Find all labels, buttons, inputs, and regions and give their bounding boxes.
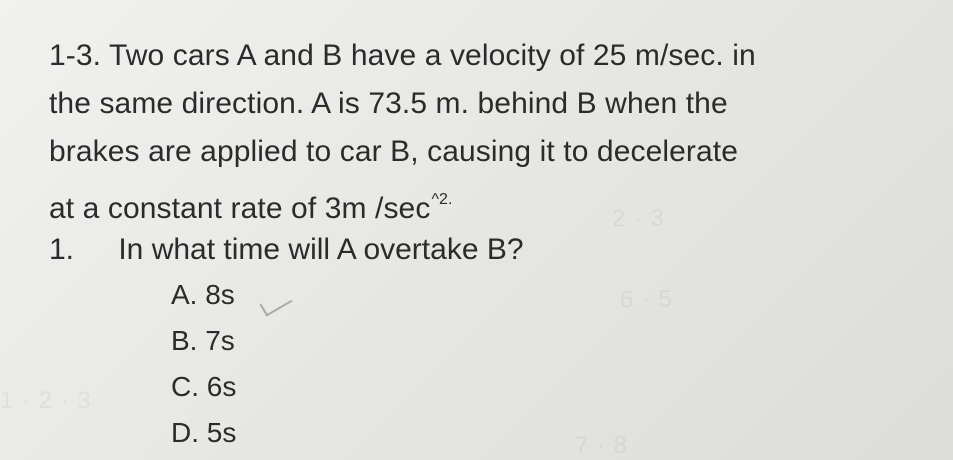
question-number: 1. (49, 233, 75, 266)
acceleration-exponent: ^2. (431, 191, 453, 208)
pencil-mark-icon (260, 289, 293, 316)
question (49, 227, 524, 273)
problem-line-2: the same direction. A is 73.5 m. behind B when the (49, 87, 728, 120)
question-text: In what time will A overtake B? (118, 233, 524, 266)
choice-d (171, 410, 246, 456)
choice-b (171, 318, 246, 364)
choice-a-label: A. 8s (171, 279, 235, 310)
choice-c-label: C. 6s (171, 371, 237, 402)
choice-c (171, 364, 246, 410)
problem-line-3: brakes are applied to car B, causing it to decelerate (49, 135, 739, 168)
choice-b-label: B. 7s (171, 325, 235, 356)
problem-line-4 (49, 176, 929, 233)
show-through-text: 7 · 8 (574, 431, 629, 460)
show-through-text: 2 · 3 (611, 204, 666, 233)
answer-choices (171, 272, 246, 456)
show-through-text: 1 · 2 · 3 (0, 386, 92, 415)
problem-statement (49, 32, 929, 233)
problem-line-4-main: at a constant rate of 3m /sec (49, 192, 431, 225)
problem-line-1 (49, 32, 929, 80)
show-through-text: 6 · 5 (619, 285, 674, 314)
problem-text-line-1: Two cars A and B have a velocity of 25 m/sec. in (109, 39, 756, 72)
choice-a (171, 272, 246, 318)
choice-d-label: D. 5s (171, 417, 237, 448)
problem-number: 1-3. (49, 39, 102, 72)
